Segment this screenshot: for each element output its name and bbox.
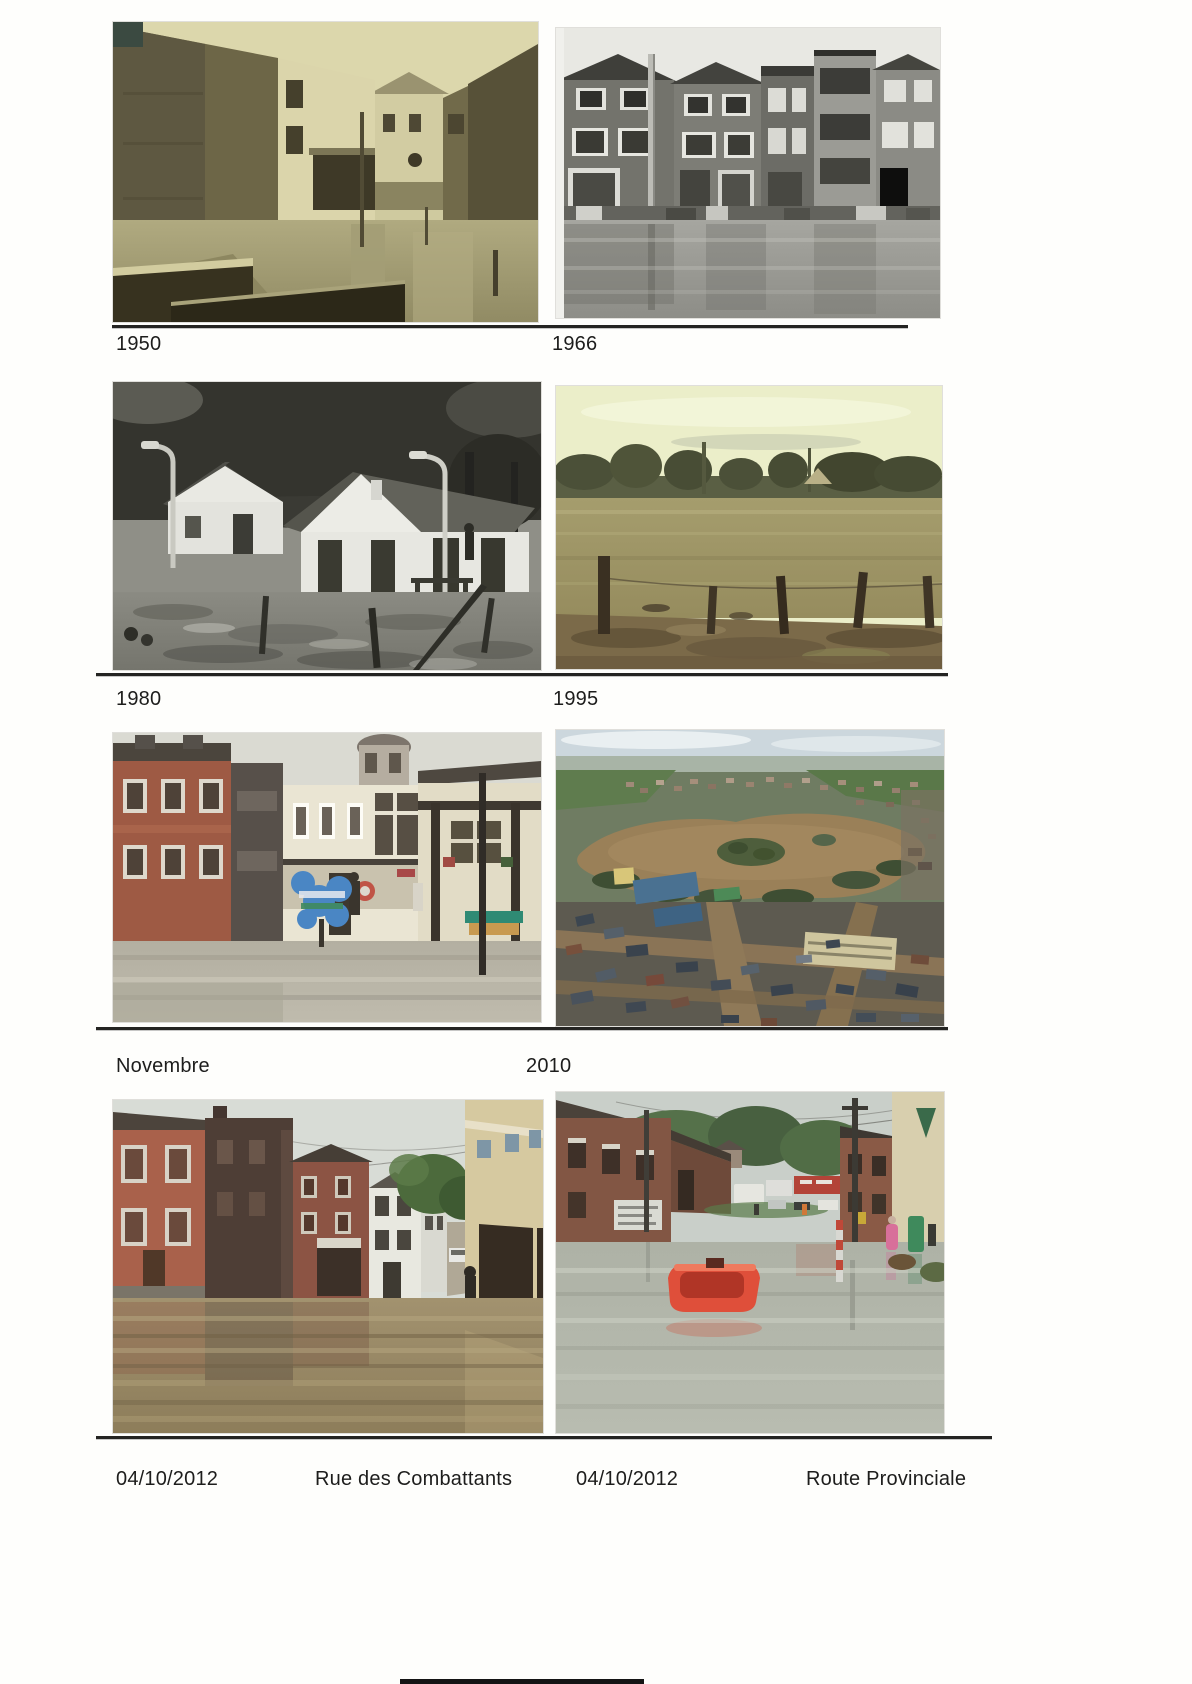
photo-1950-flooded-street bbox=[113, 22, 538, 322]
caption-novembre: Novembre bbox=[116, 1055, 210, 1077]
photo-novembre-town-square bbox=[113, 733, 541, 1022]
caption-date-rue-des-combattants: 04/10/2012 bbox=[116, 1468, 219, 1490]
divider-row3 bbox=[96, 1027, 948, 1030]
caption-1966: 1966 bbox=[552, 333, 598, 355]
scan-artifact-bar bbox=[400, 1679, 644, 1684]
divider-row4 bbox=[96, 1436, 992, 1439]
caption-location-rue-des-combattants: Rue des Combattants bbox=[315, 1468, 513, 1490]
photo-1995-flooded-meadow bbox=[556, 386, 942, 669]
photo-1980-white-houses bbox=[113, 382, 541, 670]
photo-1966-row-houses bbox=[556, 28, 940, 318]
caption-date-route-provinciale: 04/10/2012 bbox=[576, 1468, 679, 1490]
caption-1950: 1950 bbox=[116, 333, 162, 355]
caption-1980: 1980 bbox=[116, 688, 162, 710]
photo-2012-rue-des-combattants bbox=[113, 1100, 543, 1433]
divider-row1 bbox=[112, 325, 908, 328]
divider-row2 bbox=[96, 673, 948, 676]
photo-2012-route-provinciale bbox=[556, 1092, 944, 1433]
caption-1995: 1995 bbox=[553, 688, 599, 710]
caption-2010: 2010 bbox=[526, 1055, 572, 1077]
photo-2010-aerial-flood bbox=[556, 730, 944, 1026]
caption-location-route-provinciale: Route Provinciale bbox=[806, 1468, 967, 1490]
